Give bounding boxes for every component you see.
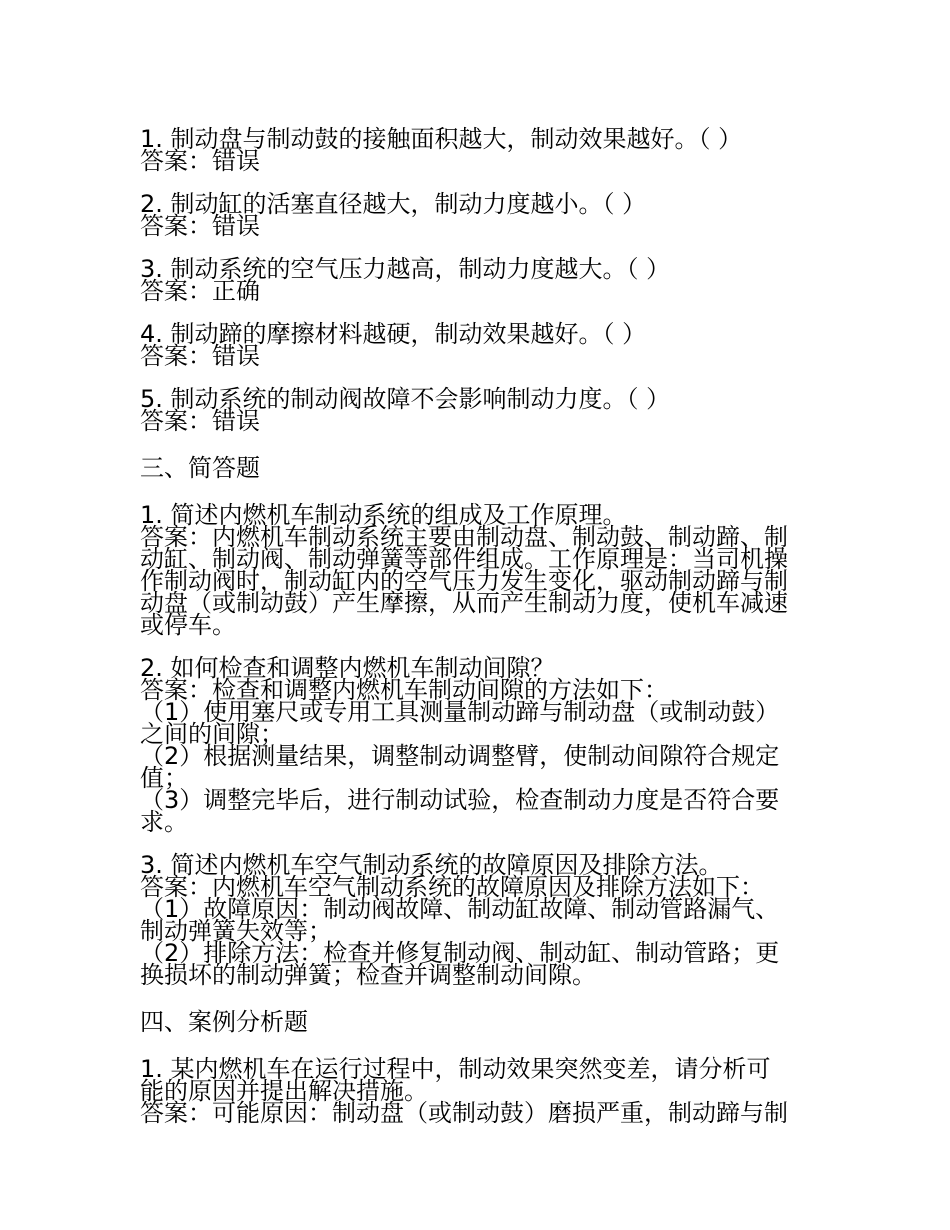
- answer-text: 之间的间隙；: [140, 720, 284, 748]
- answer-text: 动盘（或制动鼓）产生摩擦，从而产生制动力度，使机车减速: [140, 589, 788, 617]
- answer-text: （1）使用塞尺或专用工具测量制动蹄与制动盘（或制动鼓）: [140, 698, 780, 726]
- question-text: 4. 制动蹄的摩擦材料越硬，制动效果越好。（ ）: [140, 320, 647, 348]
- answer-text: 答案：错误: [140, 407, 260, 435]
- answer-text: 答案：错误: [140, 147, 260, 175]
- answer-text: 答案：内燃机车空气制动系统的故障原因及排除方法如下：: [140, 873, 764, 901]
- true-false-item-2: [140, 190, 815, 240]
- section-heading-short-answer: 三、简答题: [140, 454, 260, 482]
- case-analysis-item-1: [140, 1055, 815, 1127]
- section-heading-case-analysis: 四、案例分析题: [140, 1008, 308, 1036]
- short-answer-item-2: [140, 654, 815, 836]
- answer-text: 答案：可能原因：制动盘（或制动鼓）磨损严重，制动蹄与制: [140, 1099, 788, 1127]
- question-text: 2. 如何检查和调整内燃机车制动间隙？: [140, 654, 555, 682]
- answer-text: （2）排除方法：检查并修复制动阀、制动缸、制动管路；更: [140, 939, 780, 967]
- answer-text: 值；: [140, 764, 188, 792]
- question-text: 能的原因并提出解决措施。: [140, 1077, 428, 1105]
- true-false-item-5: [140, 385, 815, 435]
- question-text: 3. 简述内燃机车空气制动系统的故障原因及排除方法。: [140, 851, 723, 879]
- answer-text: 制动弹簧失效等；: [140, 917, 332, 945]
- answer-text: 答案：错误: [140, 212, 260, 240]
- answer-text: 或停车。: [140, 611, 236, 639]
- answer-text: 答案：正确: [140, 277, 260, 305]
- true-false-item-3: [140, 255, 815, 305]
- question-text: 1. 某内燃机车在运行过程中，制动效果突然变差，请分析可: [140, 1055, 771, 1083]
- question-text: 1. 制动盘与制动鼓的接触面积越大，制动效果越好。（ ）: [140, 125, 743, 153]
- short-answer-item-3: [140, 851, 815, 989]
- short-answer-item-1: [140, 501, 815, 639]
- true-false-item-1: [140, 125, 815, 175]
- answer-text: （1）故障原因：制动阀故障、制动缸故障、制动管路漏气、: [140, 895, 780, 923]
- answer-text: （3）调整完毕后，进行制动试验，检查制动力度是否符合要: [140, 786, 780, 814]
- answer-text: 答案：错误: [140, 342, 260, 370]
- true-false-item-4: [140, 320, 815, 370]
- answer-text: 动缸、制动阀、制动弹簧等部件组成。工作原理是：当司机操: [140, 545, 788, 573]
- answer-text: （2）根据测量结果，调整制动调整臂，使制动间隙符合规定: [140, 742, 780, 770]
- answer-text: 作制动阀时，制动缸内的空气压力发生变化，驱动制动蹄与制: [140, 567, 788, 595]
- question-text: 3. 制动系统的空气压力越高，制动力度越大。（ ）: [140, 255, 671, 283]
- document-page: [140, 125, 815, 1145]
- answer-text: 答案：检查和调整内燃机车制动间隙的方法如下：: [140, 676, 668, 704]
- answer-text: 换损坏的制动弹簧；检查并调整制动间隙。: [140, 961, 596, 989]
- answer-text: 求。: [140, 808, 188, 836]
- answer-text: 答案：内燃机车制动系统主要由制动盘、制动鼓、制动蹄、制: [140, 523, 788, 551]
- question-text: 1. 简述内燃机车制动系统的组成及工作原理。: [140, 501, 627, 529]
- question-text: 2. 制动缸的活塞直径越大，制动力度越小。（ ）: [140, 190, 647, 218]
- question-text: 5. 制动系统的制动阀故障不会影响制动力度。（ ）: [140, 385, 671, 413]
